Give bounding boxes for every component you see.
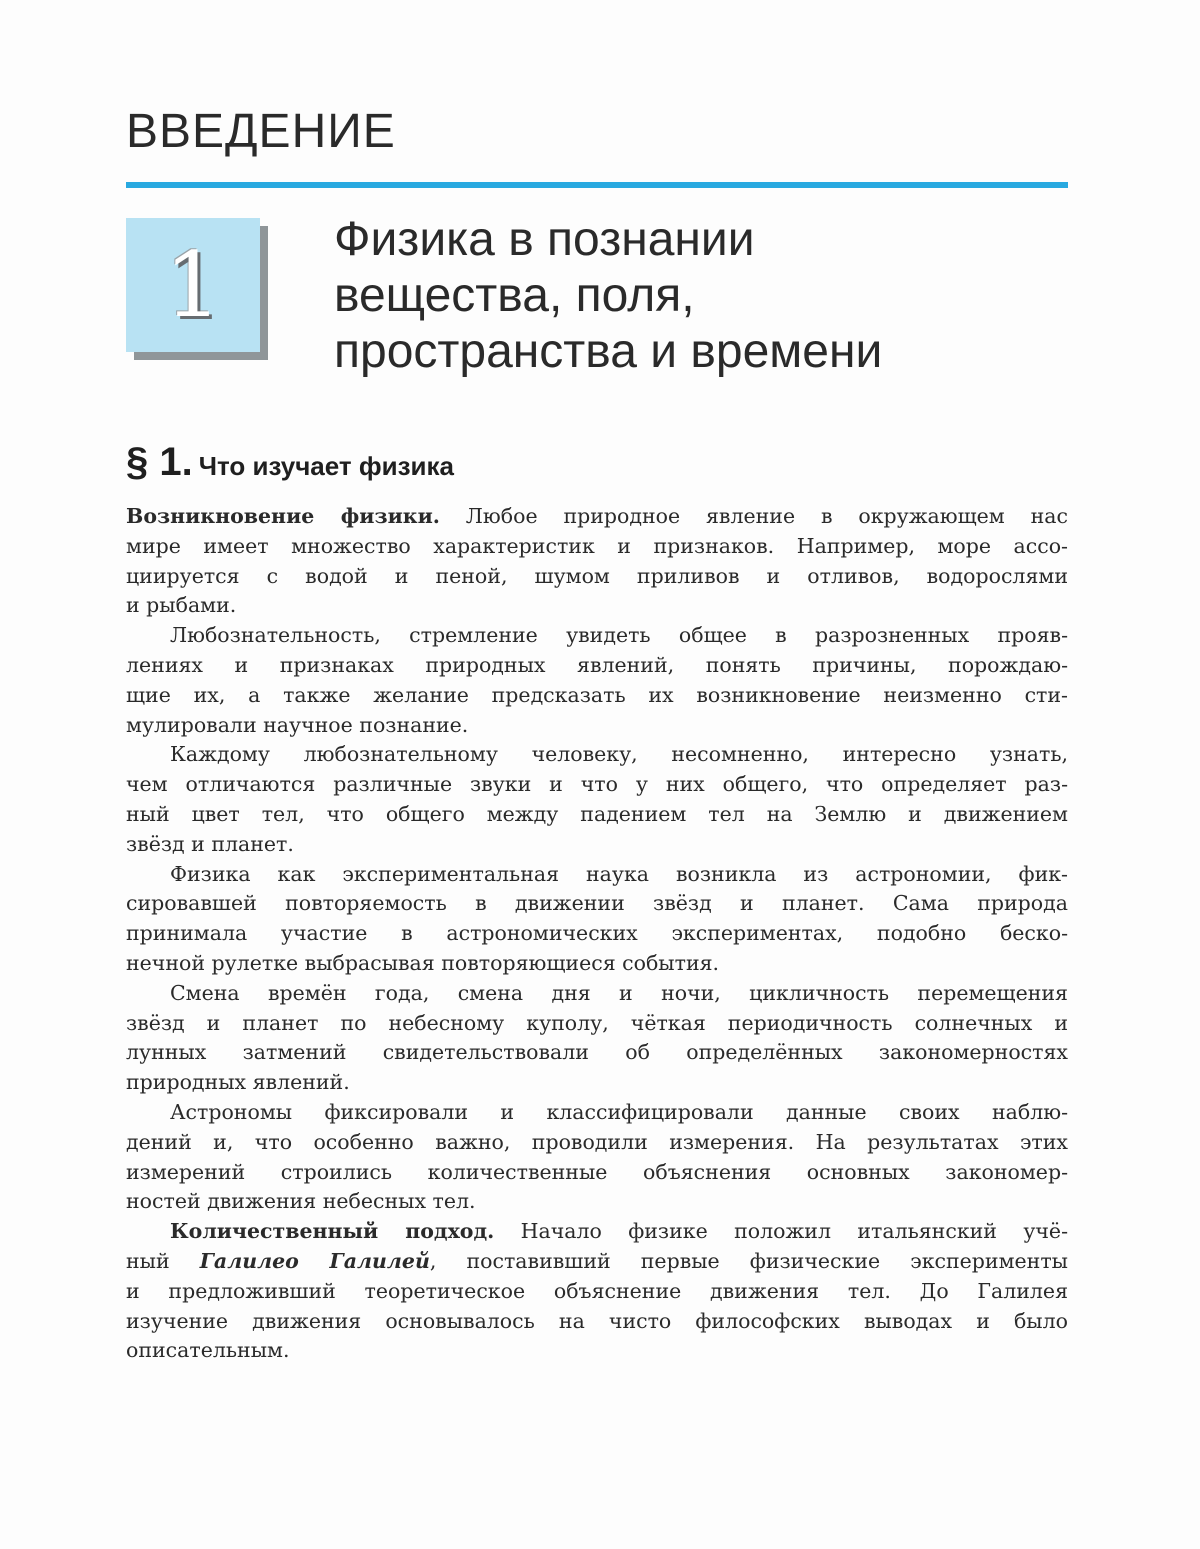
body-text: [126, 502, 1068, 1366]
text-line: Физика как экспериментальная наука возникла из астрономии, фик-: [170, 861, 1068, 886]
intro-title: ВВЕДЕНИЕ: [126, 105, 396, 158]
text-line: [126, 1217, 1068, 1247]
chapter-number-box: [126, 218, 260, 352]
text-line: мире имеет множество характеристик и признаков. Например, море ассо-: [126, 533, 1068, 558]
text-line: звёзд и планет по небесному куполу, чёткая периодичность солнечных и: [126, 1010, 1068, 1035]
text-fragment: , поставивший первые физические эксперименты: [429, 1248, 1068, 1273]
text-line: циируется с водой и пеной, шумом приливов и отливов, водорослями: [126, 563, 1068, 588]
text-line: Смена времён года, смена дня и ночи, цикличность перемещения: [170, 980, 1068, 1005]
text-line: дений и, что особенно важно, проводили измерения. На результатах этих: [126, 1129, 1068, 1154]
text-line: звёзд и планет.: [126, 831, 294, 856]
chapter-title-line: пространства и времени: [334, 325, 883, 378]
section-heading: [126, 440, 454, 485]
text-line: лунных затмений свидетельствовали об определённых закономерностях: [126, 1040, 1068, 1065]
text-line: чем отличаются различные звуки и что у них общего, что определяет раз-: [126, 772, 1068, 797]
text-line: [126, 502, 1068, 532]
text-line: [126, 1247, 1068, 1277]
text-line: и рыбами.: [126, 593, 237, 618]
chapter-title-line: вещества, поля,: [334, 269, 695, 322]
chapter-number: 1: [164, 233, 222, 338]
text-line: описательным.: [126, 1338, 290, 1363]
text-line: ностей движения небесных тел.: [126, 1189, 476, 1214]
text-line: сировавшей повторяемость в движении звёзд и планет. Сама природа: [126, 891, 1068, 916]
header-rule: [126, 182, 1068, 188]
text-line: Любознательность, стремление увидеть общее в разрозненных прояв-: [170, 623, 1068, 648]
text-fragment: Любое природное явление в окружающем нас: [439, 504, 1068, 528]
person-name: Галилео Галилей: [199, 1248, 430, 1273]
section-number: § 1.: [126, 440, 193, 484]
chapter-title: [334, 212, 882, 380]
text-fragment: ный: [126, 1248, 200, 1273]
text-fragment: Начало физике положил итальянский учё-: [494, 1219, 1068, 1244]
text-line: измерений строились количественные объяснения основных закономер-: [126, 1159, 1068, 1184]
text-line: ный цвет тел, что общего между падением тел на Землю и движением: [126, 801, 1068, 826]
text-line: мулировали научное познание.: [126, 712, 469, 737]
text-line: природных явлений.: [126, 1070, 350, 1095]
text-line: Астрономы фиксировали и классифицировали данные своих наблю-: [170, 1099, 1068, 1124]
text-line: Каждому любознательному человеку, несомненно, интересно узнать,: [170, 742, 1068, 767]
text-line: лениях и признаках природных явлений, понять причины, порождаю-: [126, 652, 1068, 677]
text-line: нечной рулетке выбрасывая повторяющиеся события.: [126, 950, 720, 975]
text-line: принимала участие в астрономических экспериментах, подобно беско-: [126, 921, 1068, 946]
text-line: и предложивший теоретическое объяснение движения тел. До Галилея: [126, 1278, 1068, 1303]
chapter-title-line: Физика в познании: [334, 213, 755, 266]
text-line: изучение движения основывалось на чисто философских выводах и было: [126, 1308, 1068, 1333]
paragraph-lead: Возникновение физики.: [126, 504, 440, 528]
paragraph-lead: Количественный подход.: [170, 1219, 495, 1244]
text-line: щие их, а также желание предсказать их возникновение неизменно сти-: [126, 682, 1068, 707]
section-title: Что изучает физика: [198, 451, 454, 481]
